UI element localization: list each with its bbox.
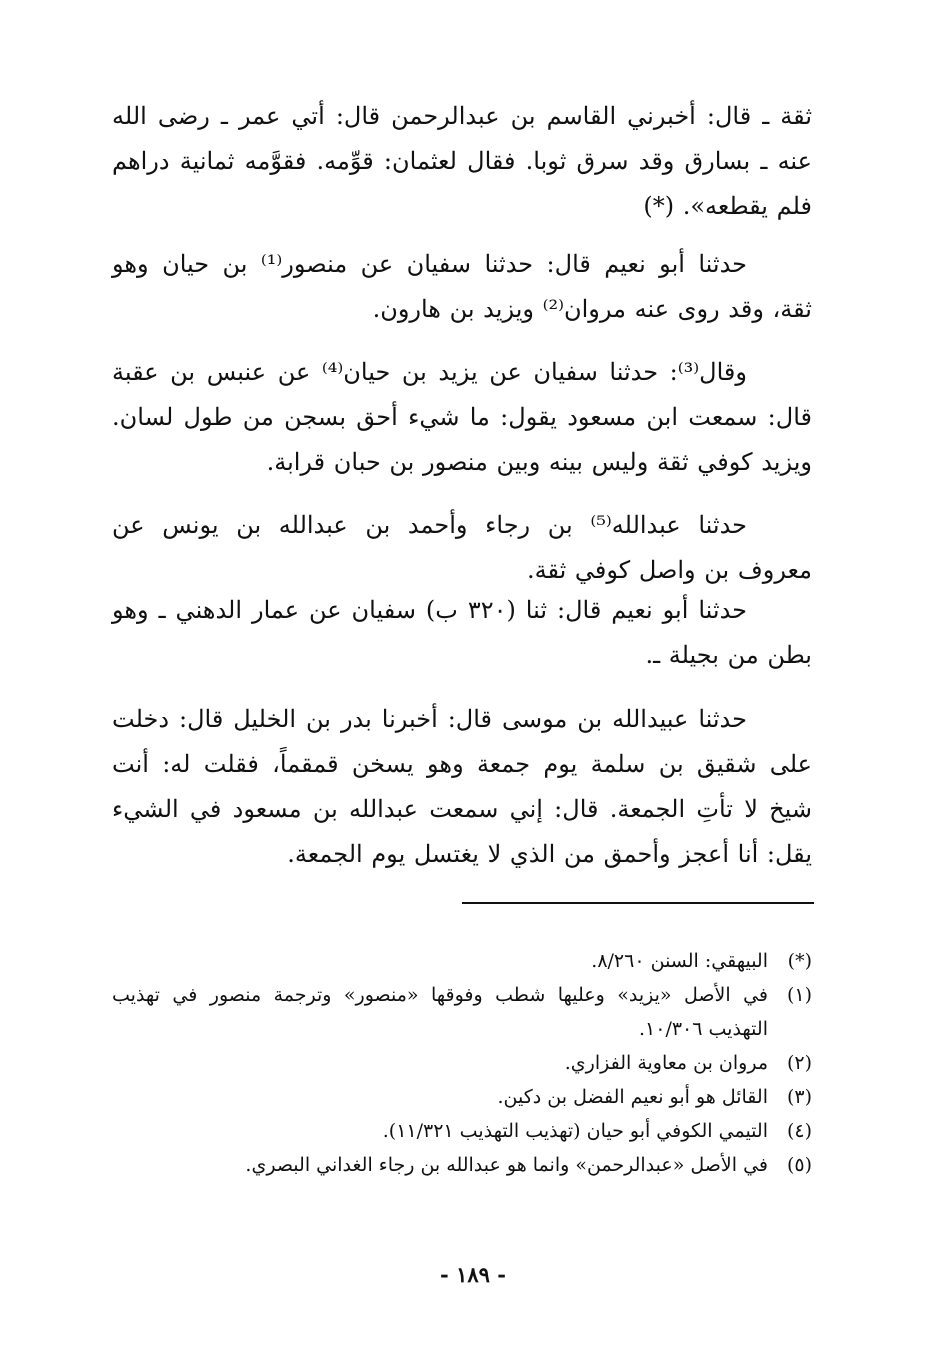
page-number: - ١٨٩ -	[440, 1262, 506, 1287]
paragraph-text: ثقة ـ قال: أخبرني القاسم بن عبدالرحمن قال: أتي عمر ـ رضى الله عنه ـ بسارق وقد سرق ثوبا. فقال لعثمان: قوِّمه. فقوَّمه ثمانية دراهم فلم يقطعه». (*)	[112, 102, 812, 220]
footnote-text: القائل هو أبو نعيم الفضل بن دكين.	[497, 1086, 768, 1108]
footnote-2	[112, 1046, 812, 1080]
footnote-text: في الأصل «عبدالرحمن» وانما هو عبدالله بن رجاء الغداني البصري.	[245, 1154, 768, 1176]
paragraph-2	[112, 242, 812, 332]
paragraph-text: وقال⁽³⁾: حدثنا سفيان عن يزيد بن حيان⁽⁴⁾ عن عنبس بن عقبة قال: سمعت ابن مسعود يقول: ما شيء أحق بسجن من طول لسان. ويزيد كوفي ثقة وليس بينه وبين منصور بن حبان قرابة.	[112, 358, 812, 476]
footnote-1	[112, 978, 812, 1046]
footnote-marker: (٥)	[786, 1154, 812, 1176]
footnote-marker: (*)	[787, 950, 812, 972]
paragraph-text: حدثنا عبيدالله بن موسى قال: أخبرنا بدر بن الخليل قال: دخلت على شقيق بن سلمة يوم جمعة وهو يسخن قمقماً، فقلت له: أنت شيخ لا تأتِ الجمعة. قال: إني سمعت عبدالله بن مسعود في الشيء يقل: أنا أعجز وأحمق من الذي لا يغتسل يوم الجمعة.	[112, 705, 812, 868]
footnote-text: التيمي الكوفي أبو حيان (تهذيب التهذيب ١١/٣٢١).	[382, 1120, 768, 1142]
footnotes	[112, 944, 812, 1182]
paragraph-3	[112, 350, 812, 485]
paragraph-5	[112, 588, 812, 678]
footnote-separator	[462, 902, 814, 904]
footnote-text: في الأصل «يزيد» وعليها شطب وفوقها «منصور» وترجمة منصور في تهذيب التهذيب ١٠/٣٠٦.	[112, 984, 768, 1040]
footnote-text: مروان بن معاوية الفزاري.	[564, 1052, 768, 1074]
paragraph-4	[112, 503, 812, 593]
paragraph-text: حدثنا أبو نعيم قال: حدثنا سفيان عن منصور⁽¹⁾ بن حيان وهو ثقة، وقد روى عنه مروان⁽²⁾ ويزيد بن هارون.	[112, 250, 812, 323]
footnote-5	[112, 1148, 812, 1182]
footnote-marker: (٤)	[786, 1120, 812, 1142]
footnote-marker: (٣)	[786, 1086, 812, 1108]
paragraph-1	[112, 94, 812, 229]
footnote-text: البيهقي: السنن ٨/٢٦٠.	[591, 950, 768, 972]
footnote-3	[112, 1080, 812, 1114]
footnote-4	[112, 1114, 812, 1148]
paragraph-text: حدثنا أبو نعيم قال: ثنا (٣٢٠ ب) سفيان عن عمار الدهني ـ وهو بطن من بجيلة ـ.	[112, 596, 812, 669]
footnote-star	[112, 944, 812, 978]
footnote-marker: (٢)	[786, 1052, 812, 1074]
paragraph-text: حدثنا عبدالله⁽⁵⁾ بن رجاء وأحمد بن عبدالله بن يونس عن معروف بن واصل كوفي ثقة.	[112, 511, 812, 584]
paragraph-6	[112, 697, 812, 877]
footnote-marker: (١)	[786, 984, 812, 1006]
